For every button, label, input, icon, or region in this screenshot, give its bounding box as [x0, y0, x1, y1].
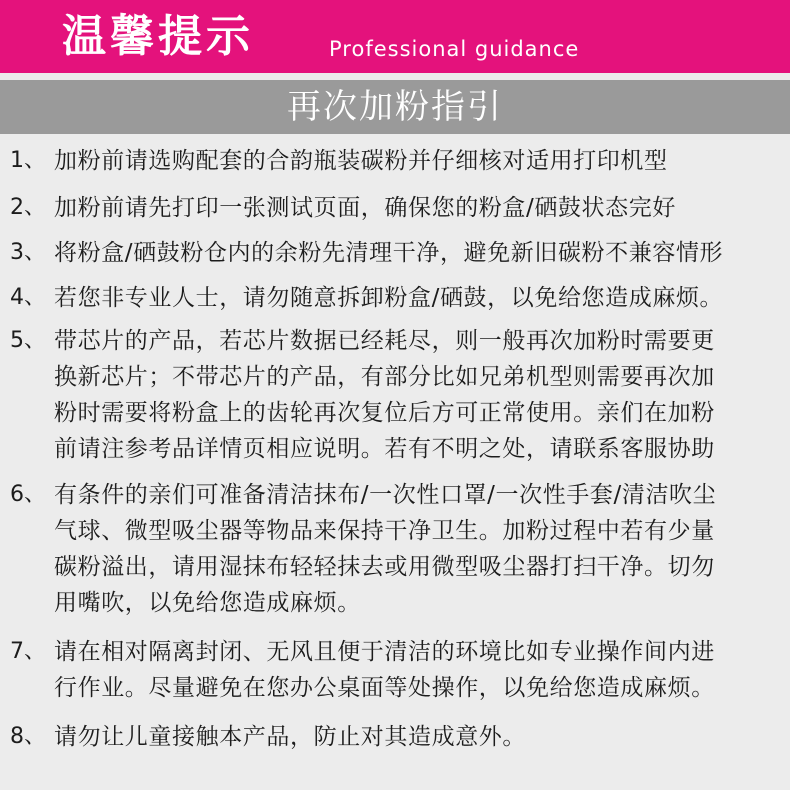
item-text-line: 请在相对隔离封闭、无风且便于清洁的环境比如专业操作间内进 — [54, 639, 715, 665]
item-number: 6、 — [10, 482, 46, 507]
item-text-line: 有条件的亲们可准备清洁抹布/一次性口罩/一次性手套/清洁吹尘 — [54, 482, 717, 508]
item-text-line: 若您非专业人士，请勿随意拆卸粉盒/硒鼓，以免给您造成麻烦。 — [54, 285, 724, 311]
item-number: 3、 — [10, 240, 46, 265]
header-banner — [0, 0, 790, 73]
item-text-line: 带芯片的产品，若芯片数据已经耗尽，则一般再次加粉时需要更 — [54, 328, 715, 354]
item-text-line: 请勿让儿童接触本产品，防止对其造成意外。 — [54, 724, 526, 750]
item-number: 1、 — [10, 148, 46, 173]
section-title: 再次加粉指引 — [287, 87, 503, 127]
item-text-line: 将粉盒/硒鼓粉仓内的余粉先清理干净，避免新旧碳粉不兼容情形 — [54, 240, 724, 266]
header-title: 温馨提示 — [62, 11, 254, 62]
item-number: 4、 — [10, 285, 46, 310]
item-text-line: 加粉前请选购配套的合韵瓶装碳粉并仔细核对适用打印机型 — [54, 148, 668, 174]
item-text-line: 换新芯片；不带芯片的产品，有部分比如兄弟机型则需要再次加 — [54, 364, 715, 390]
item-number: 7、 — [10, 639, 46, 664]
item-number: 5、 — [10, 328, 46, 353]
item-text-line: 粉时需要将粉盒上的齿轮再次复位后方可正常使用。亲们在加粉 — [54, 400, 715, 426]
item-text-line: 用嘴吹，以免给您造成麻烦。 — [54, 590, 361, 616]
item-text-line: 加粉前请先打印一张测试页面，确保您的粉盒/硒鼓状态完好 — [54, 195, 676, 221]
section-bar — [0, 80, 790, 134]
item-text-line: 前请注参考品详情页相应说明。若有不明之处，请联系客服协助 — [54, 436, 715, 462]
item-text-line: 碳粉溢出，请用湿抹布轻轻抹去或用微型吸尘器打扫干净。切勿 — [54, 554, 715, 580]
item-number: 2、 — [10, 195, 46, 220]
item-text-line: 气球、微型吸尘器等物品来保持干净卫生。加粉过程中若有少量 — [54, 518, 715, 544]
item-number: 8、 — [10, 724, 46, 749]
header-subtitle: Professional guidance — [329, 37, 580, 61]
item-text-line: 行作业。尽量避免在您办公桌面等处操作，以免给您造成麻烦。 — [54, 675, 715, 701]
